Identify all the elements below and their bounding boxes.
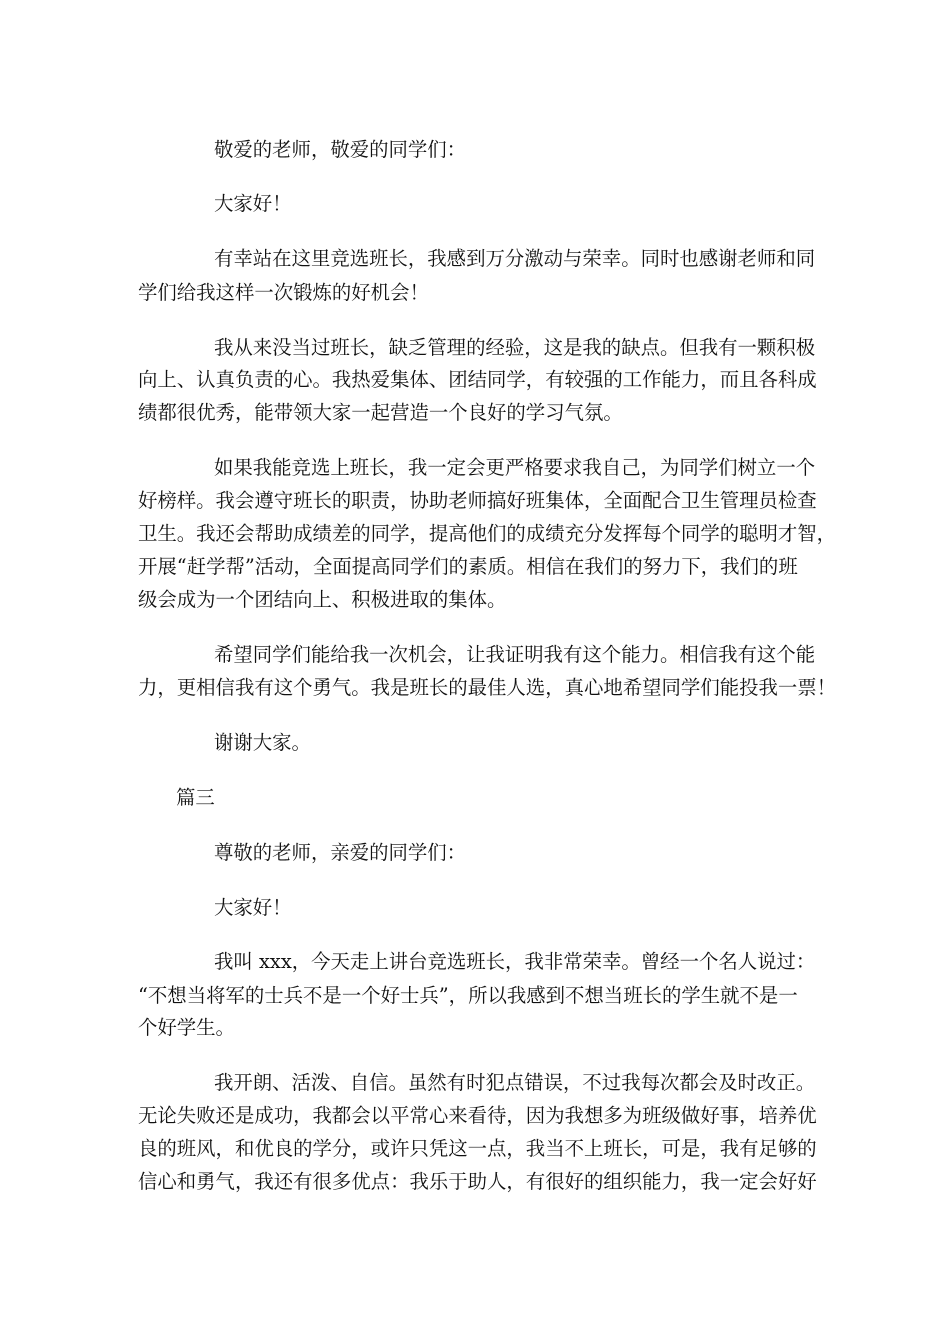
paragraph-line: 如果我能竞选上班长，我一定会更严格要求我自己，为同学们树立一个 <box>214 456 816 479</box>
salutation: 尊敬的老师，亲爱的同学们： <box>214 841 467 864</box>
paragraph-line: 我从来没当过班长，缺乏管理的经验，这是我的缺点。但我有一颗积极 <box>214 336 816 359</box>
paragraph-line: 我叫 xxx，今天走上讲台竞选班长，我非常荣幸。曾经一个名人说过： <box>214 950 816 973</box>
paragraph-line: 希望同学们能给我一次机会，让我证明我有这个能力。相信我有这个能 <box>214 643 816 666</box>
paragraph-line: 绩都很优秀，能带领大家一起营造一个良好的学习气氛。 <box>138 401 623 424</box>
greeting: 大家好！ <box>214 192 292 215</box>
paragraph-line: 向上、认真负责的心。我热爱集体、团结同学，有较强的工作能力，而且各科成 <box>138 368 817 391</box>
paragraph-line: 学们给我这样一次锻炼的好机会！ <box>138 281 429 304</box>
section-heading: 篇三 <box>176 786 215 809</box>
paragraph-line: 信心和勇气，我还有很多优点：我乐于助人，有很好的组织能力，我一定会好好 <box>138 1170 817 1193</box>
paragraph-line: 良的班风，和优良的学分，或许只凭这一点，我当不上班长，可是，我有足够的 <box>138 1137 817 1160</box>
salutation: 敬爱的老师，敬爱的同学们： <box>214 138 467 161</box>
paragraph-line: 无论失败还是成功，我都会以平常心来看待，因为我想多为班级做好事，培养优 <box>138 1104 817 1127</box>
paragraph-line: 级会成为一个团结向上、积极进取的集体。 <box>138 588 507 611</box>
paragraph-line: 卫生。我还会帮助成绩差的同学，提高他们的成绩充分发挥每个同学的聪明才智， <box>138 522 837 545</box>
paragraph-line: 力，更相信我有这个勇气。我是班长的最佳人选，真心地希望同学们能投我一票！ <box>138 676 837 699</box>
paragraph-line: 开展“赶学帮”活动，全面提高同学们的素质。相信在我们的努力下，我们的班 <box>138 555 798 578</box>
greeting: 大家好！ <box>214 896 292 919</box>
paragraph-line: “不想当将军的士兵不是一个好士兵”，所以我感到不想当班长的学生就不是一 <box>138 984 798 1007</box>
paragraph-line: 个好学生。 <box>138 1016 235 1039</box>
paragraph-line: 我开朗、活泼、自信。虽然有时犯点错误，不过我每次都会及时改正。 <box>214 1071 816 1094</box>
paragraph-line: 好榜样。我会遵守班长的职责，协助老师搞好班集体，全面配合卫生管理员检查 <box>138 489 817 512</box>
paragraph-line: 有幸站在这里竞选班长，我感到万分激动与荣幸。同时也感谢老师和同 <box>214 247 816 270</box>
closing: 谢谢大家。 <box>214 731 311 754</box>
